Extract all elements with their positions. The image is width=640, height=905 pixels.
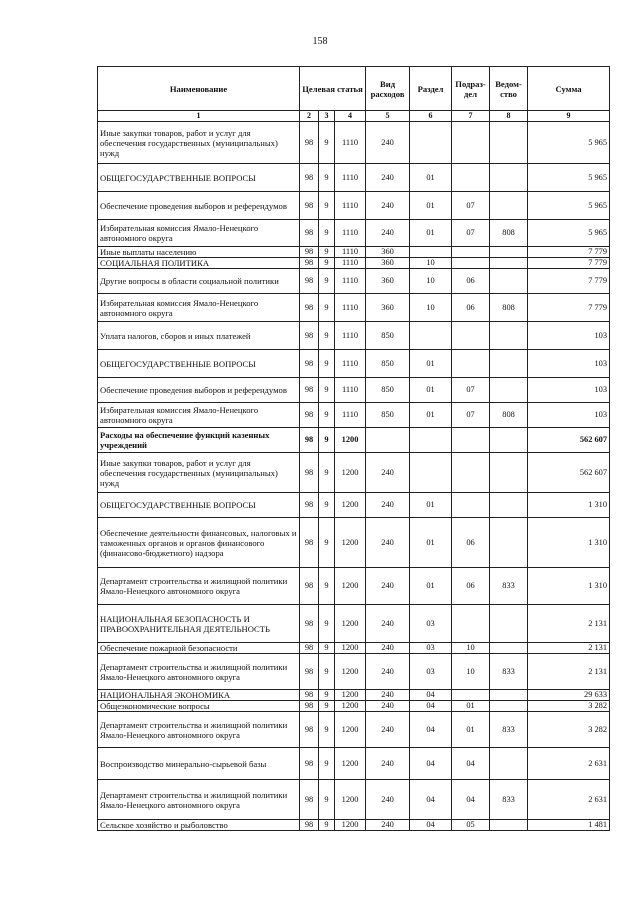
row-amount: 2 631	[528, 780, 610, 820]
row-section: 03	[410, 654, 452, 690]
row-department: 808	[490, 220, 528, 247]
table-row	[98, 654, 610, 690]
table-row	[98, 192, 610, 220]
row-target-program: 98	[300, 294, 319, 322]
row-department	[490, 322, 528, 350]
table-row	[98, 712, 610, 748]
row-name: Сельское хозяйство и рыболовство	[98, 820, 300, 831]
row-name: Расходы на обеспечение функций казенных учреждений	[98, 428, 300, 453]
row-target-code: 1200	[335, 493, 366, 518]
row-section: 04	[410, 748, 452, 780]
row-target-program: 98	[300, 780, 319, 820]
row-target-program: 98	[300, 701, 319, 712]
column-number: 7	[452, 111, 490, 122]
table-row	[98, 294, 610, 322]
row-expense-type: 240	[366, 220, 410, 247]
row-target-subprogram: 9	[319, 247, 335, 258]
row-target-code: 1200	[335, 643, 366, 654]
table-row	[98, 748, 610, 780]
row-amount: 2 631	[528, 748, 610, 780]
row-name: Обеспечение пожарной безопасности	[98, 643, 300, 654]
row-target-subprogram: 9	[319, 220, 335, 247]
row-department: 833	[490, 712, 528, 748]
row-target-program: 98	[300, 350, 319, 378]
row-subsection: 07	[452, 403, 490, 428]
row-expense-type: 240	[366, 568, 410, 605]
row-amount: 103	[528, 350, 610, 378]
row-section	[410, 453, 452, 493]
row-target-subprogram: 9	[319, 453, 335, 493]
row-name: СОЦИАЛЬНАЯ ПОЛИТИКА	[98, 258, 300, 269]
row-subsection: 07	[452, 192, 490, 220]
row-target-subprogram: 9	[319, 269, 335, 294]
row-amount: 7 779	[528, 269, 610, 294]
row-target-program: 98	[300, 428, 319, 453]
row-target-code: 1110	[335, 122, 366, 164]
row-name: Департамент строительства и жилищной политики Ямало-Ненецкого автономного округа	[98, 654, 300, 690]
row-target-subprogram: 9	[319, 605, 335, 643]
row-target-program: 98	[300, 690, 319, 701]
row-target-program: 98	[300, 493, 319, 518]
row-section: 04	[410, 820, 452, 831]
row-target-program: 98	[300, 403, 319, 428]
row-name: Департамент строительства и жилищной политики Ямало-Ненецкого автономного округа	[98, 780, 300, 820]
row-expense-type: 240	[366, 690, 410, 701]
row-target-program: 98	[300, 192, 319, 220]
row-name: ОБЩЕГОСУДАРСТВЕННЫЕ ВОПРОСЫ	[98, 164, 300, 192]
row-name: Воспроизводство минерально-сырьевой базы	[98, 748, 300, 780]
row-section: 01	[410, 518, 452, 568]
row-name: ОБЩЕГОСУДАРСТВЕННЫЕ ВОПРОСЫ	[98, 493, 300, 518]
row-subsection: 04	[452, 748, 490, 780]
row-subsection	[452, 247, 490, 258]
row-expense-type: 240	[366, 518, 410, 568]
row-department	[490, 820, 528, 831]
row-target-code: 1200	[335, 712, 366, 748]
row-target-subprogram: 9	[319, 493, 335, 518]
row-department: 833	[490, 654, 528, 690]
row-name: Обеспечение проведения выборов и референдумов	[98, 192, 300, 220]
row-target-program: 98	[300, 605, 319, 643]
row-name: ОБЩЕГОСУДАРСТВЕННЫЕ ВОПРОСЫ	[98, 350, 300, 378]
row-subsection	[452, 350, 490, 378]
row-section: 03	[410, 605, 452, 643]
row-amount: 7 779	[528, 258, 610, 269]
table-header-row	[98, 67, 610, 111]
row-amount: 103	[528, 378, 610, 403]
row-section: 01	[410, 403, 452, 428]
row-expense-type: 850	[366, 322, 410, 350]
header-name: Наименование	[98, 67, 300, 111]
column-number: 5	[366, 111, 410, 122]
row-target-code: 1110	[335, 294, 366, 322]
row-name: Иные выплаты населению	[98, 247, 300, 258]
row-target-subprogram: 9	[319, 294, 335, 322]
row-target-program: 98	[300, 247, 319, 258]
row-department: 833	[490, 568, 528, 605]
row-amount: 562 607	[528, 428, 610, 453]
row-expense-type: 240	[366, 122, 410, 164]
header-target: Целевая статья	[300, 67, 366, 111]
row-section: 10	[410, 269, 452, 294]
row-target-program: 98	[300, 258, 319, 269]
row-department	[490, 269, 528, 294]
row-subsection: 01	[452, 712, 490, 748]
header-amount: Сумма	[528, 67, 610, 111]
row-section: 03	[410, 643, 452, 654]
row-target-program: 98	[300, 712, 319, 748]
row-section: 01	[410, 568, 452, 605]
row-expense-type: 240	[366, 748, 410, 780]
row-name: Иные закупки товаров, работ и услуг для обеспечения государственных (муниципальных) нужд	[98, 122, 300, 164]
row-target-code: 1200	[335, 748, 366, 780]
row-target-program: 98	[300, 378, 319, 403]
column-number: 1	[98, 111, 300, 122]
row-target-subprogram: 9	[319, 378, 335, 403]
row-section: 01	[410, 378, 452, 403]
row-subsection	[452, 453, 490, 493]
row-amount: 1 310	[528, 568, 610, 605]
row-subsection	[452, 428, 490, 453]
table-row	[98, 122, 610, 164]
row-section: 04	[410, 690, 452, 701]
row-expense-type: 240	[366, 192, 410, 220]
row-expense-type: 240	[366, 654, 410, 690]
row-subsection	[452, 605, 490, 643]
row-target-program: 98	[300, 748, 319, 780]
row-section	[410, 322, 452, 350]
row-expense-type: 240	[366, 453, 410, 493]
row-section	[410, 428, 452, 453]
row-name: Иные закупки товаров, работ и услуг для обеспечения государственных (муниципальных) нужд	[98, 453, 300, 493]
row-target-subprogram: 9	[319, 403, 335, 428]
row-subsection: 06	[452, 294, 490, 322]
row-amount: 2 131	[528, 654, 610, 690]
row-section: 01	[410, 192, 452, 220]
row-subsection: 06	[452, 568, 490, 605]
table-row	[98, 701, 610, 712]
row-amount: 5 965	[528, 164, 610, 192]
row-department	[490, 258, 528, 269]
row-target-code: 1110	[335, 269, 366, 294]
row-target-code: 1200	[335, 518, 366, 568]
row-target-code: 1200	[335, 820, 366, 831]
row-department	[490, 701, 528, 712]
row-amount: 1 310	[528, 493, 610, 518]
row-amount: 2 131	[528, 605, 610, 643]
row-section: 01	[410, 164, 452, 192]
row-section: 01	[410, 493, 452, 518]
row-expense-type: 360	[366, 258, 410, 269]
table-row	[98, 820, 610, 831]
row-name: Департамент строительства и жилищной политики Ямало-Ненецкого автономного округа	[98, 712, 300, 748]
row-department: 808	[490, 403, 528, 428]
row-amount: 2 131	[528, 643, 610, 654]
row-section: 10	[410, 294, 452, 322]
row-section: 04	[410, 712, 452, 748]
row-target-subprogram: 9	[319, 748, 335, 780]
table-row	[98, 643, 610, 654]
header-expense-type: Вид расходов	[366, 67, 410, 111]
row-target-subprogram: 9	[319, 428, 335, 453]
row-target-program: 98	[300, 820, 319, 831]
row-subsection: 06	[452, 269, 490, 294]
table-row	[98, 269, 610, 294]
row-target-code: 1200	[335, 453, 366, 493]
row-target-program: 98	[300, 518, 319, 568]
row-expense-type: 850	[366, 403, 410, 428]
table-row	[98, 568, 610, 605]
row-section: 10	[410, 258, 452, 269]
row-subsection: 07	[452, 378, 490, 403]
column-number: 8	[490, 111, 528, 122]
row-subsection	[452, 258, 490, 269]
row-name: НАЦИОНАЛЬНАЯ ЭКОНОМИКА	[98, 690, 300, 701]
row-subsection	[452, 164, 490, 192]
row-amount: 5 965	[528, 220, 610, 247]
row-target-subprogram: 9	[319, 654, 335, 690]
row-name: Избирательная комиссия Ямало-Ненецкого автономного округа	[98, 403, 300, 428]
row-expense-type: 240	[366, 701, 410, 712]
table-row	[98, 164, 610, 192]
row-department: 808	[490, 294, 528, 322]
row-section: 01	[410, 220, 452, 247]
row-target-program: 98	[300, 322, 319, 350]
row-target-program: 98	[300, 269, 319, 294]
row-department	[490, 518, 528, 568]
row-target-subprogram: 9	[319, 518, 335, 568]
row-department	[490, 378, 528, 403]
row-target-subprogram: 9	[319, 780, 335, 820]
column-number: 6	[410, 111, 452, 122]
row-target-code: 1110	[335, 403, 366, 428]
row-amount: 103	[528, 322, 610, 350]
row-target-code: 1200	[335, 701, 366, 712]
table-row	[98, 403, 610, 428]
row-expense-type: 240	[366, 164, 410, 192]
row-subsection: 04	[452, 780, 490, 820]
row-amount: 1 481	[528, 820, 610, 831]
row-amount: 5 965	[528, 192, 610, 220]
row-section: 04	[410, 701, 452, 712]
row-target-subprogram: 9	[319, 164, 335, 192]
table-row	[98, 258, 610, 269]
row-department	[490, 643, 528, 654]
row-target-code: 1110	[335, 220, 366, 247]
row-department	[490, 428, 528, 453]
row-subsection	[452, 122, 490, 164]
row-subsection	[452, 493, 490, 518]
row-subsection: 10	[452, 654, 490, 690]
row-amount: 29 633	[528, 690, 610, 701]
column-number: 3	[319, 111, 335, 122]
row-subsection	[452, 322, 490, 350]
table-row	[98, 220, 610, 247]
row-amount: 7 779	[528, 294, 610, 322]
row-name: НАЦИОНАЛЬНАЯ БЕЗОПАСНОСТЬ И ПРАВООХРАНИТЕЛЬНАЯ ДЕЯТЕЛЬНОСТЬ	[98, 605, 300, 643]
row-expense-type: 850	[366, 378, 410, 403]
table-row	[98, 690, 610, 701]
row-department	[490, 350, 528, 378]
table-row	[98, 453, 610, 493]
row-expense-type: 240	[366, 820, 410, 831]
table-row	[98, 780, 610, 820]
row-target-code: 1200	[335, 780, 366, 820]
row-section: 04	[410, 780, 452, 820]
row-target-subprogram: 9	[319, 192, 335, 220]
row-name: Обеспечение деятельности финансовых, налоговых и таможенных органов и органов финансового (финансово-бюджетного) надзора	[98, 518, 300, 568]
column-number: 2	[300, 111, 319, 122]
row-name: Департамент строительства и жилищной политики Ямало-Ненецкого автономного округа	[98, 568, 300, 605]
row-target-program: 98	[300, 164, 319, 192]
row-target-code: 1110	[335, 192, 366, 220]
row-expense-type: 360	[366, 269, 410, 294]
row-target-code: 1200	[335, 568, 366, 605]
row-department	[490, 453, 528, 493]
row-target-subprogram: 9	[319, 820, 335, 831]
row-subsection: 06	[452, 518, 490, 568]
row-target-subprogram: 9	[319, 258, 335, 269]
row-department	[490, 247, 528, 258]
row-target-code: 1110	[335, 350, 366, 378]
row-department	[490, 690, 528, 701]
row-target-subprogram: 9	[319, 122, 335, 164]
row-section	[410, 247, 452, 258]
table-row	[98, 247, 610, 258]
row-section: 01	[410, 350, 452, 378]
row-amount: 1 310	[528, 518, 610, 568]
row-target-code: 1110	[335, 322, 366, 350]
table-row	[98, 518, 610, 568]
row-expense-type: 240	[366, 712, 410, 748]
row-amount: 3 282	[528, 701, 610, 712]
table-row	[98, 350, 610, 378]
row-name: Обеспечение проведения выборов и референдумов	[98, 378, 300, 403]
row-department: 833	[490, 780, 528, 820]
row-target-program: 98	[300, 220, 319, 247]
row-amount: 562 607	[528, 453, 610, 493]
row-amount: 5 965	[528, 122, 610, 164]
row-department	[490, 493, 528, 518]
row-target-subprogram: 9	[319, 568, 335, 605]
row-subsection: 05	[452, 820, 490, 831]
row-target-code: 1110	[335, 164, 366, 192]
row-target-code: 1110	[335, 247, 366, 258]
table-row	[98, 605, 610, 643]
row-target-code: 1200	[335, 690, 366, 701]
page-number: 158	[312, 36, 328, 47]
row-subsection: 10	[452, 643, 490, 654]
row-expense-type: 240	[366, 493, 410, 518]
row-target-code: 1200	[335, 428, 366, 453]
row-target-code: 1200	[335, 654, 366, 690]
row-name: Уплата налогов, сборов и иных платежей	[98, 322, 300, 350]
column-number: 9	[528, 111, 610, 122]
row-name: Избирательная комиссия Ямало-Ненецкого автономного округа	[98, 220, 300, 247]
row-expense-type: 240	[366, 605, 410, 643]
row-expense-type: 360	[366, 247, 410, 258]
row-expense-type	[366, 428, 410, 453]
row-amount: 3 282	[528, 712, 610, 748]
row-target-subprogram: 9	[319, 701, 335, 712]
header-department: Ведом-ство	[490, 67, 528, 111]
row-amount: 103	[528, 403, 610, 428]
row-name: Другие вопросы в области социальной политики	[98, 269, 300, 294]
row-target-subprogram: 9	[319, 690, 335, 701]
row-target-program: 98	[300, 654, 319, 690]
row-expense-type: 360	[366, 294, 410, 322]
row-department	[490, 122, 528, 164]
row-target-program: 98	[300, 122, 319, 164]
table-row	[98, 493, 610, 518]
row-target-program: 98	[300, 568, 319, 605]
budget-table	[97, 66, 610, 831]
table-row	[98, 378, 610, 403]
row-target-code: 1110	[335, 258, 366, 269]
row-department	[490, 192, 528, 220]
table-row	[98, 428, 610, 453]
row-expense-type: 240	[366, 643, 410, 654]
row-expense-type: 850	[366, 350, 410, 378]
row-name: Общеэкономические вопросы	[98, 701, 300, 712]
header-subsection: Подраз-дел	[452, 67, 490, 111]
row-section	[410, 122, 452, 164]
row-subsection	[452, 690, 490, 701]
row-target-subprogram: 9	[319, 350, 335, 378]
row-subsection: 01	[452, 701, 490, 712]
row-target-code: 1110	[335, 378, 366, 403]
column-number-row	[98, 111, 610, 122]
row-expense-type: 240	[366, 780, 410, 820]
row-department	[490, 164, 528, 192]
row-subsection: 07	[452, 220, 490, 247]
table-row	[98, 322, 610, 350]
row-target-subprogram: 9	[319, 712, 335, 748]
row-target-program: 98	[300, 453, 319, 493]
row-target-subprogram: 9	[319, 322, 335, 350]
row-target-subprogram: 9	[319, 643, 335, 654]
row-department	[490, 748, 528, 780]
row-target-program: 98	[300, 643, 319, 654]
row-target-code: 1200	[335, 605, 366, 643]
row-amount: 7 779	[528, 247, 610, 258]
header-section: Раздел	[410, 67, 452, 111]
row-department	[490, 605, 528, 643]
table-body	[98, 122, 610, 831]
row-name: Избирательная комиссия Ямало-Ненецкого автономного округа	[98, 294, 300, 322]
column-number: 4	[335, 111, 366, 122]
